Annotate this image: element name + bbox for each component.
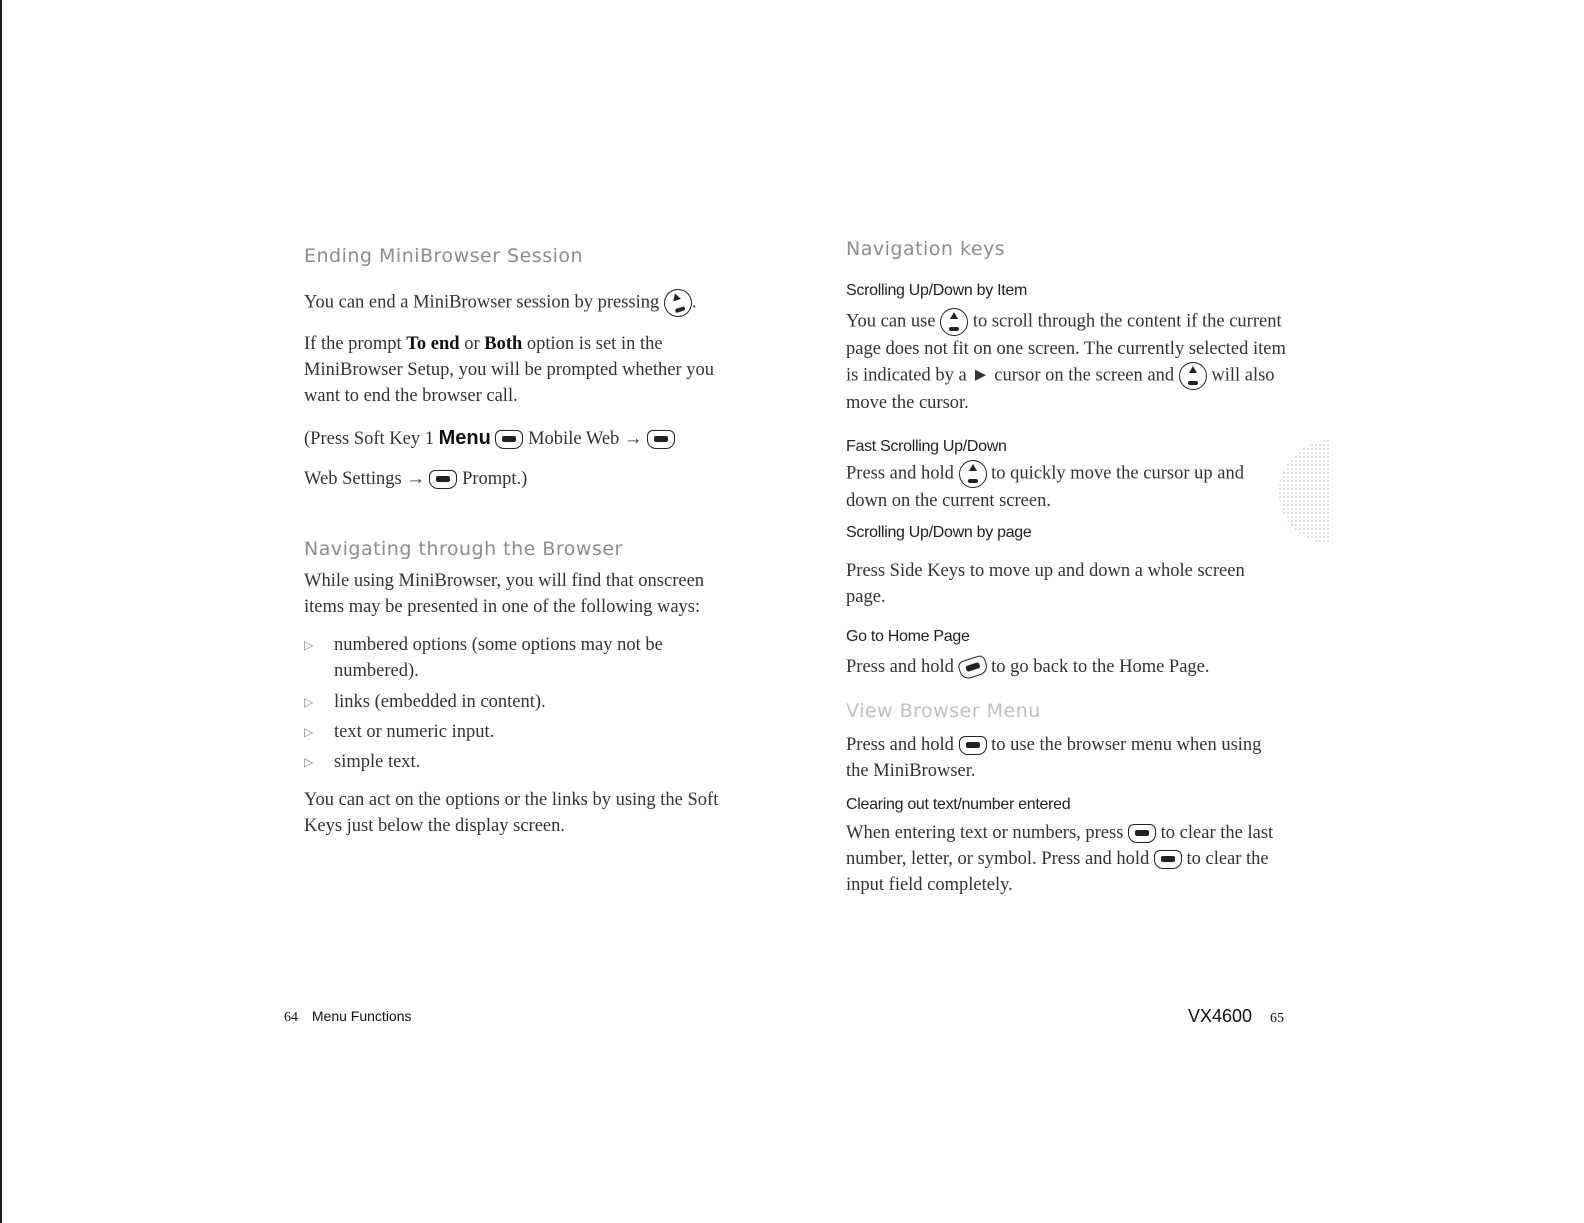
view-browser-menu-title: View Browser Menu: [846, 700, 1041, 722]
home-page-title: Go to Home Page: [846, 628, 970, 645]
fast-text-a: Press and hold: [846, 463, 954, 484]
scroll-item-text-c: will also move the cursor.: [846, 365, 1275, 413]
bullet-arrow-icon: ▷: [304, 638, 314, 652]
scroll-item-text-a: You can use: [846, 311, 936, 332]
footer-right: [1188, 1006, 1284, 1027]
prompt-text: Prompt.): [462, 469, 528, 489]
both-option: Both: [484, 334, 523, 354]
ending-p1-end: .: [691, 292, 697, 313]
navigating-paragraph: While using MiniBrowser, you will find that onscreen items may be presented in one of the following ways:: [304, 571, 705, 617]
navigation-keys-title: Navigation keys: [846, 238, 1006, 260]
clear-key-icon: [1154, 850, 1182, 869]
clear-key-icon: [1128, 824, 1156, 843]
bullet-arrow-icon: ▷: [304, 755, 314, 769]
ending-paragraph-1: [304, 289, 724, 317]
press-soft-key-text: (Press Soft Key 1: [304, 429, 439, 449]
clearing-title: Clearing out text/number entered: [846, 796, 1071, 813]
key-0-icon: [959, 736, 987, 755]
model-label: VX4600: [1188, 1006, 1253, 1026]
clear-text-c: to clear the input field completely.: [846, 849, 1269, 895]
scroll-item-paragraph: [846, 308, 1286, 416]
right-page-number: 65: [1269, 1011, 1284, 1026]
arrow-icon: →: [623, 429, 643, 449]
ending-p2-text-a: If the prompt: [304, 334, 407, 354]
bullet-list: [304, 632, 724, 775]
ending-p1-text: You can end a MiniBrowser session by pressing: [304, 292, 660, 313]
end-key-icon: [956, 654, 989, 681]
list-item: ▷ links (embedded in content).: [304, 689, 724, 715]
menu-word: Menu: [438, 427, 491, 449]
clear-text-a: When entering text or numbers, press: [846, 823, 1124, 843]
footer-left: [284, 1008, 412, 1026]
home-text-a: Press and hold: [846, 657, 954, 677]
home-text-b: to go back to the Home Page.: [991, 657, 1210, 677]
thumb-tab-marker: [1275, 440, 1331, 544]
key-3-icon: [647, 430, 675, 449]
menu-text-a: Press and hold: [846, 735, 954, 755]
navigating-section-title: Navigating through the Browser: [304, 538, 623, 560]
list-item: ▷ numbered options (some options may not be numbered).: [304, 632, 724, 684]
menu-functions-label: Menu Functions: [311, 1008, 412, 1024]
fast-text-b: to quickly move the cursor up and down on the current screen.: [846, 463, 1244, 511]
list-item: ▷ text or numeric input.: [304, 719, 724, 745]
fast-scroll-paragraph: [846, 460, 1286, 514]
clear-text-b: to clear the last number, letter, or symbol. Press and hold: [846, 823, 1274, 869]
scroll-page-paragraph: Press Side Keys to move up and down a whole screen page.: [846, 561, 1245, 607]
act-paragraph: You can act on the options or the links by using the Soft Keys just below the display screen.: [304, 790, 719, 836]
bullet-arrow-icon: ▷: [304, 725, 314, 739]
right-page-column: [846, 238, 1286, 898]
scroll-item-title: Scrolling Up/Down by Item: [846, 282, 1028, 299]
fast-scroll-title: Fast Scrolling Up/Down: [846, 438, 1007, 455]
navigation-key-icon: [1179, 362, 1207, 390]
home-page-paragraph: [846, 654, 1286, 680]
web-settings-text: Web Settings: [304, 469, 402, 489]
scroll-item-text-b: to scroll through the content if the current page does not fit on one screen. The currently selected item is indicated by a ► cursor on the screen and: [846, 311, 1286, 386]
navigation-key-icon: [940, 308, 968, 336]
press-instructions-line-2: [304, 466, 724, 492]
mobile-web-text: Mobile Web: [528, 429, 620, 449]
menu-text-b: to use the browser menu when using the MiniBrowser.: [846, 735, 1262, 781]
key-7-icon: [429, 470, 457, 489]
ending-p2-or: or: [459, 334, 485, 354]
list-item: ▷ simple text.: [304, 749, 724, 775]
clearing-paragraph: [846, 820, 1286, 898]
to-end-option: To end: [406, 334, 460, 354]
bullet-arrow-icon: ▷: [304, 695, 314, 709]
press-instructions-line-1: [304, 425, 724, 452]
page-edge: [0, 0, 2, 1223]
navigation-key-icon: [959, 460, 987, 488]
key-4-icon: [495, 430, 523, 449]
end-key-icon: [660, 285, 695, 320]
left-page-column: [304, 245, 724, 839]
arrow-icon: →: [406, 469, 425, 489]
left-page-number: 64: [284, 1010, 298, 1025]
browser-menu-paragraph: [846, 732, 1286, 784]
scroll-page-title: Scrolling Up/Down by page: [846, 524, 1032, 541]
ending-paragraph-2: [304, 331, 724, 409]
ending-p2-text-c: option is set in the MiniBrowser Setup, you will be prompted whether you want to end the browser call.: [304, 334, 715, 406]
ending-section-title: Ending MiniBrowser Session: [304, 245, 584, 267]
